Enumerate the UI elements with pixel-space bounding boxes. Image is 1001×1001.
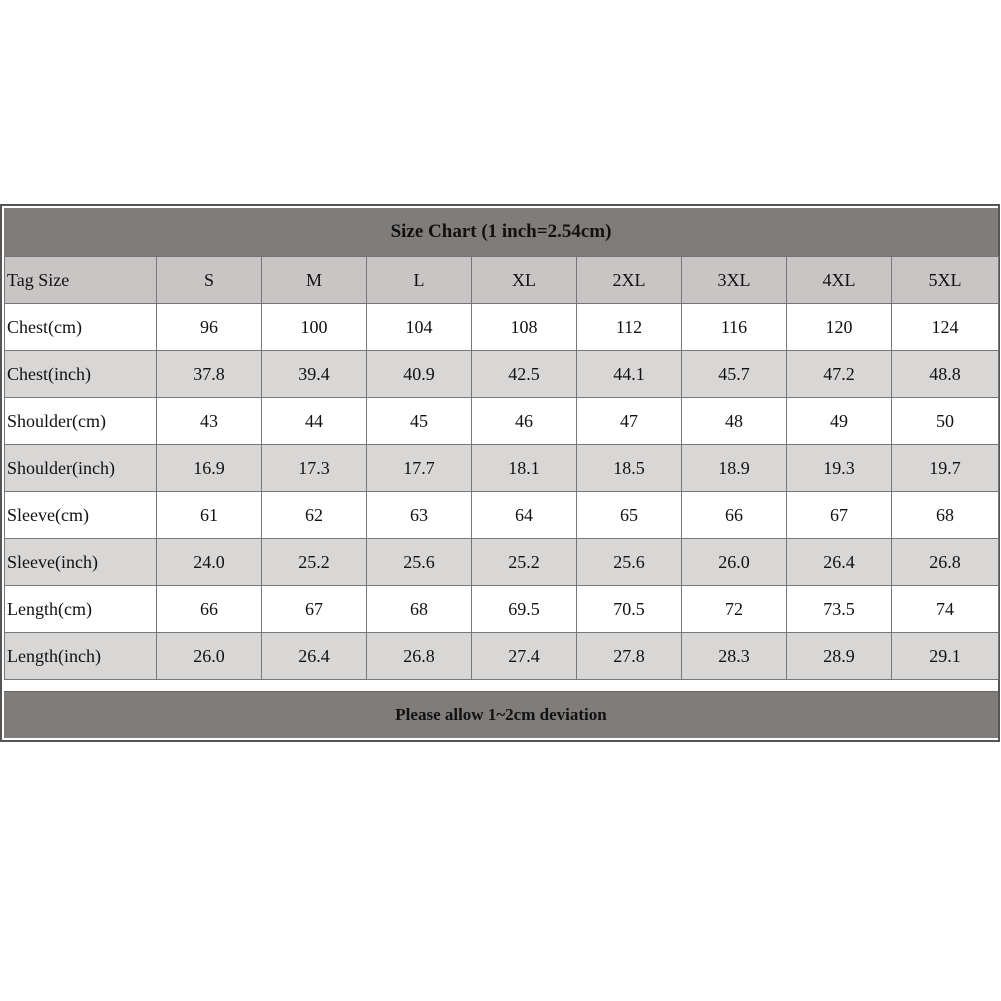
table-cell: 45 [367,398,472,445]
table-cell: 42.5 [472,351,577,398]
table-cell: 26.0 [157,633,262,680]
table-cell: 73.5 [787,586,892,633]
table-cell: 26.4 [787,539,892,586]
table-cell: 50 [892,398,999,445]
table-cell: 124 [892,304,999,351]
table-cell: 68 [367,586,472,633]
table-cell: 44 [262,398,367,445]
table-cell: 26.4 [262,633,367,680]
size-header-cell: M [262,257,367,304]
table-row [5,351,999,398]
table-cell: 18.1 [472,445,577,492]
row-label: Length(inch) [5,633,157,680]
table-cell: 26.8 [367,633,472,680]
table-cell: 29.1 [892,633,999,680]
chart-title: Size Chart (1 inch=2.54cm) [4,208,998,256]
table-cell: 48.8 [892,351,999,398]
row-label: Sleeve(cm) [5,492,157,539]
table-cell: 47.2 [787,351,892,398]
table-cell: 65 [577,492,682,539]
table-cell: 45.7 [682,351,787,398]
table-row [5,445,999,492]
table-cell: 47 [577,398,682,445]
table-cell: 25.6 [367,539,472,586]
table-cell: 104 [367,304,472,351]
row-label: Shoulder(inch) [5,445,157,492]
table-cell: 120 [787,304,892,351]
table-cell: 28.3 [682,633,787,680]
size-header-cell: 4XL [787,257,892,304]
table-cell: 19.3 [787,445,892,492]
size-header-cell: 5XL [892,257,999,304]
size-header-cell: L [367,257,472,304]
table-cell: 49 [787,398,892,445]
table-row [5,539,999,586]
table-row [5,633,999,680]
table-cell: 43 [157,398,262,445]
table-row [5,398,999,445]
table-cell: 66 [682,492,787,539]
table-cell: 37.8 [157,351,262,398]
row-label: Shoulder(cm) [5,398,157,445]
table-cell: 40.9 [367,351,472,398]
row-label: Length(cm) [5,586,157,633]
table-cell: 46 [472,398,577,445]
table-cell: 25.6 [577,539,682,586]
row-label: Chest(cm) [5,304,157,351]
table-cell: 69.5 [472,586,577,633]
tag-size-label: Tag Size [5,257,157,304]
table-cell: 28.9 [787,633,892,680]
table-cell: 67 [262,586,367,633]
table-cell: 18.5 [577,445,682,492]
table-cell: 18.9 [682,445,787,492]
table-cell: 17.7 [367,445,472,492]
table-cell: 27.4 [472,633,577,680]
size-table [4,256,999,680]
table-row [5,304,999,351]
table-cell: 96 [157,304,262,351]
table-cell: 24.0 [157,539,262,586]
table-cell: 26.8 [892,539,999,586]
table-cell: 17.3 [262,445,367,492]
size-chart [0,204,1000,742]
table-cell: 25.2 [262,539,367,586]
table-cell: 61 [157,492,262,539]
table-row [5,492,999,539]
size-header-cell: XL [472,257,577,304]
table-cell: 39.4 [262,351,367,398]
table-cell: 27.8 [577,633,682,680]
table-cell: 100 [262,304,367,351]
row-label: Chest(inch) [5,351,157,398]
table-cell: 19.7 [892,445,999,492]
size-header-cell: 2XL [577,257,682,304]
size-header-cell: S [157,257,262,304]
table-cell: 72 [682,586,787,633]
row-label: Sleeve(inch) [5,539,157,586]
table-cell: 67 [787,492,892,539]
table-cell: 108 [472,304,577,351]
table-cell: 74 [892,586,999,633]
table-cell: 25.2 [472,539,577,586]
table-cell: 116 [682,304,787,351]
table-cell: 70.5 [577,586,682,633]
table-cell: 64 [472,492,577,539]
size-header-cell: 3XL [682,257,787,304]
table-row [5,586,999,633]
table-cell: 48 [682,398,787,445]
table-cell: 62 [262,492,367,539]
table-cell: 26.0 [682,539,787,586]
size-header-row [5,257,999,304]
table-cell: 68 [892,492,999,539]
table-cell: 112 [577,304,682,351]
table-cell: 63 [367,492,472,539]
table-cell: 16.9 [157,445,262,492]
table-cell: 44.1 [577,351,682,398]
table-cell: 66 [157,586,262,633]
deviation-note: Please allow 1~2cm deviation [4,691,998,738]
